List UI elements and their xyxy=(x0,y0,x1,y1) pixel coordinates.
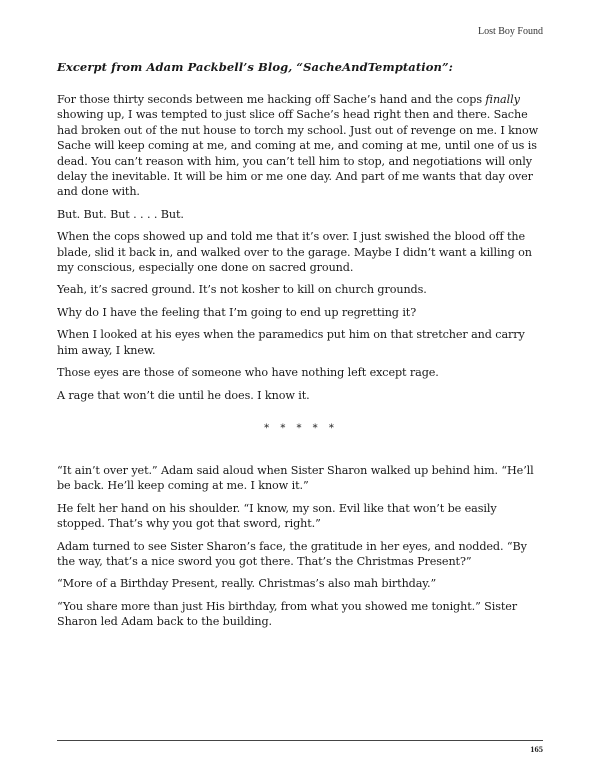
blog-paragraph: When the cops showed up and told me that it’s over. I just swished the blood off the blade, slid it back in, and walked over to the garage. Maybe I didn’t want a killing on my conscious, especially one done on sacred ground. xyxy=(57,230,532,275)
story-paragraph: Adam turned to see Sister Sharon’s face, the gratitude in her eyes, and nodded. “By the way, that’s a nice sword you got there. That’s the Christmas Present?” xyxy=(57,539,527,568)
story-paragraph: “It ain’t over yet.” Adam said aloud when Sister Sharon walked up behind him. “He’ll be back. He’ll keep coming at me. I know it.” xyxy=(57,463,534,493)
blog-paragraph: A rage that won’t die until he does. I know it. xyxy=(57,388,310,402)
page-body xyxy=(57,60,545,637)
blog-paragraph: When I looked at his eyes when the paramedics put him on that stretcher and carry him away, I knew. xyxy=(57,328,525,357)
excerpt-heading: Excerpt from Adam Packbell’s Blog, “SacheAndTemptation”: xyxy=(57,60,454,74)
section-divider: * * * * * xyxy=(264,422,338,434)
blog-paragraph: For those thirty seconds between me hacking off Sache’s hand and the cops finally showing up, I was tempted to just slice off Sache’s head right then and there. Sache had broken out of the nut house to torch my school. Just out of revenge on me. I know Sache will keep coming at me, and coming at me, and coming at me, until one of us is dead. You can’t reason with him, you can’t tell him to stop, and negotiations will only delay the inevitable. It will be him or me one day. And part of me wants that day over and done with. xyxy=(57,93,539,199)
blog-paragraph: But. But. But . . . . But. xyxy=(57,207,184,221)
blog-paragraph: Yeah, it’s sacred ground. It’s not kosher to kill on church grounds. xyxy=(57,283,427,297)
blog-paragraph: Why do I have the feeling that I’m going to end up regretting it? xyxy=(57,305,417,319)
story-paragraph: He felt her hand on his shoulder. “I know, my son. Evil like that won’t be easily stopped. That’s why you got that sword, right.” xyxy=(57,501,497,531)
footer-rule xyxy=(57,740,543,741)
running-head: Lost Boy Found xyxy=(477,26,543,37)
page-number: 165 xyxy=(530,744,543,754)
story-paragraph: “You share more than just His birthday, from what you showed me tonight.” Sister Sharon led Adam back to the building. xyxy=(57,599,517,629)
blog-paragraph: Those eyes are those of someone who have nothing left except rage. xyxy=(57,366,439,380)
story-paragraph: “More of a Birthday Present, really. Christmas’s also mah birthday.” xyxy=(57,577,437,591)
emphasis-text: finally xyxy=(485,93,520,106)
